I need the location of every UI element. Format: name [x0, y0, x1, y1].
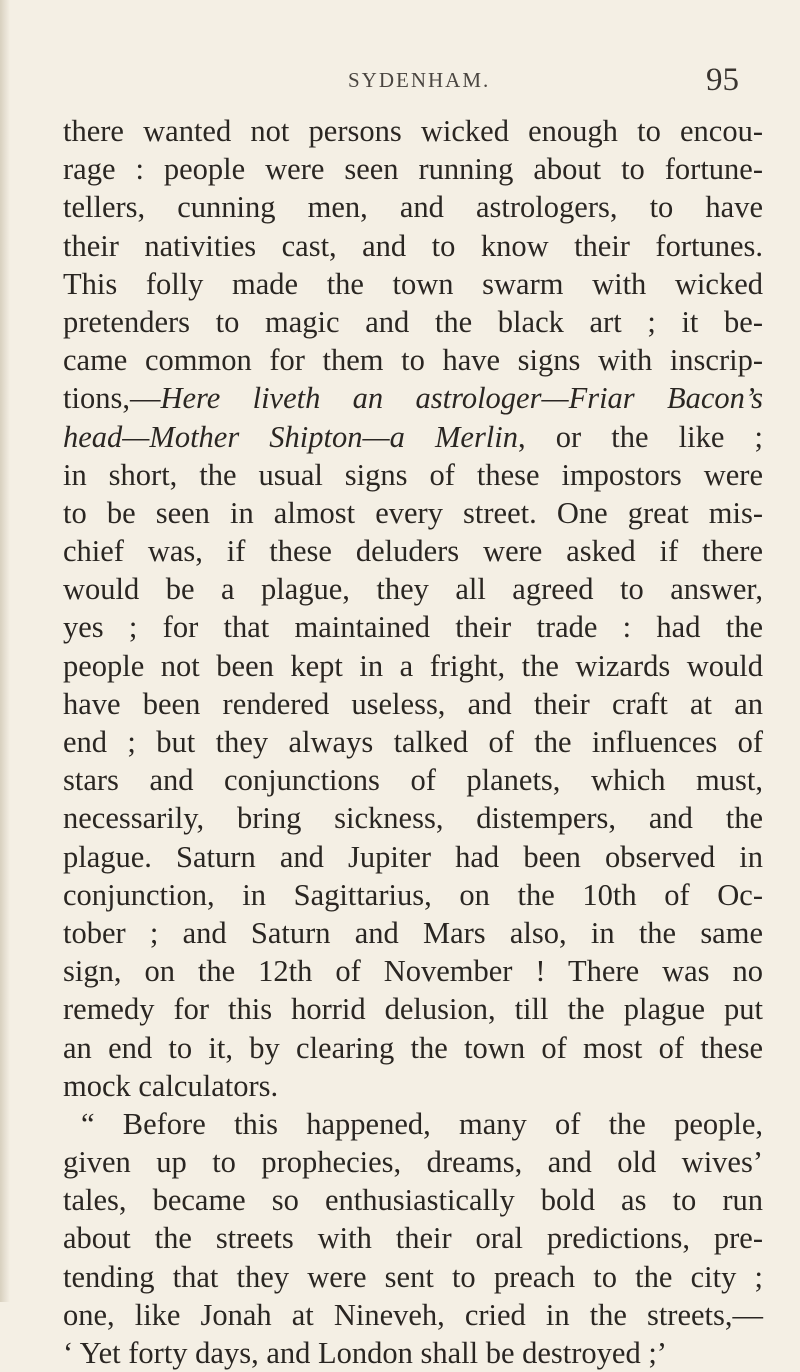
text-line: [63, 532, 763, 570]
page-gutter-shadow: [0, 0, 10, 1302]
text-line: [63, 303, 763, 341]
text-segment: to be seen in almost every street. One great mis-: [63, 495, 763, 530]
text-line: [63, 1334, 763, 1372]
text-segment: “ Before this happened, many of the people,: [81, 1106, 763, 1141]
text-line: [63, 112, 763, 150]
text-line: [63, 990, 763, 1028]
text-segment: their nativities cast, and to know their fortunes.: [63, 228, 763, 263]
italic-segment: head—Mother Shipton—a Merlin: [63, 419, 519, 454]
text-segment: would be a plague, they all agreed to answer,: [63, 572, 763, 607]
text-line: [63, 838, 763, 876]
text-segment: pretenders to magic and the black art ; it be-: [63, 304, 763, 339]
text-line: [63, 341, 763, 379]
text-segment: tions,—: [63, 381, 161, 416]
text-line: [63, 418, 763, 456]
text-segment: came common for them to have signs with inscrip-: [63, 343, 763, 378]
text-line: [63, 1143, 763, 1181]
text-segment: tales, became so enthusiastically bold as to run: [63, 1183, 763, 1218]
text-segment: there wanted not persons wicked enough to encou-: [63, 114, 763, 148]
text-segment: end ; but they always talked of the influences of: [63, 725, 763, 759]
text-line: [63, 188, 763, 226]
running-head: [0, 62, 800, 102]
text-line: [63, 876, 763, 914]
text-line: [63, 723, 763, 761]
text-segment: sign, on the 12th of November ! There was no: [63, 954, 763, 989]
page-number: 95: [706, 62, 739, 98]
text-segment: stars and conjunctions of planets, which must,: [63, 763, 763, 798]
text-line: [63, 1181, 763, 1219]
text-segment: , or the like ;: [518, 419, 763, 454]
text-line: [63, 685, 763, 723]
text-segment: tober ; and Saturn and Mars also, in the same: [63, 915, 763, 950]
text-line: [63, 227, 763, 265]
text-segment: This folly made the town swarm with wicked: [63, 266, 763, 301]
text-segment: people not been kept in a fright, the wizards would: [63, 648, 763, 683]
text-segment: rage : people were seen running about to fortune-: [63, 152, 763, 187]
text-segment: ‘ Yet forty days, and London shall be destroyed ;’: [63, 1336, 667, 1370]
text-segment: yes ; for that maintained their trade : had the: [63, 610, 763, 645]
text-segment: one, like Jonah at Nineveh, cried in the streets,—: [63, 1297, 763, 1332]
text-line: [63, 647, 763, 685]
text-line: [63, 608, 763, 646]
text-line: [63, 799, 763, 837]
text-segment: necessarily, bring sickness, distempers, and the: [63, 801, 763, 836]
body-text: [63, 112, 763, 1372]
text-segment: given up to prophecies, dreams, and old wives’: [63, 1145, 763, 1180]
running-title: SYDENHAM.: [348, 68, 491, 92]
text-segment: chief was, if these deluders were asked if there: [63, 534, 763, 569]
text-line: [63, 150, 763, 188]
text-line: [63, 914, 763, 952]
text-segment: have been rendered useless, and their craft at an: [63, 686, 763, 721]
text-line: [63, 1105, 763, 1143]
text-segment: plague. Saturn and Jupiter had been observed in: [63, 839, 763, 874]
text-line: [63, 1067, 763, 1105]
text-line: [63, 1219, 763, 1257]
text-segment: conjunction, in Sagittarius, on the 10th of Oc-: [63, 877, 763, 912]
text-line: [63, 952, 763, 990]
italic-segment: Here liveth an astrologer—Friar Bacon’s: [160, 381, 763, 416]
text-line: [63, 494, 763, 532]
text-segment: tellers, cunning men, and astrologers, to have: [63, 190, 763, 225]
text-segment: mock calculators.: [63, 1068, 279, 1103]
text-segment: an end to it, by clearing the town of most of these: [63, 1030, 763, 1065]
text-line: [63, 1029, 763, 1067]
text-line: [63, 265, 763, 303]
text-segment: tending that they were sent to preach to the city ;: [63, 1259, 763, 1294]
text-segment: in short, the usual signs of these impostors were: [63, 457, 763, 492]
text-line: [63, 1258, 763, 1296]
text-segment: remedy for this horrid delusion, till the plague put: [63, 992, 763, 1027]
text-line: [63, 456, 763, 494]
text-segment: about the streets with their oral predictions, pre-: [63, 1221, 763, 1256]
text-line: [63, 379, 763, 417]
text-line: [63, 570, 763, 608]
text-line: [63, 761, 763, 799]
